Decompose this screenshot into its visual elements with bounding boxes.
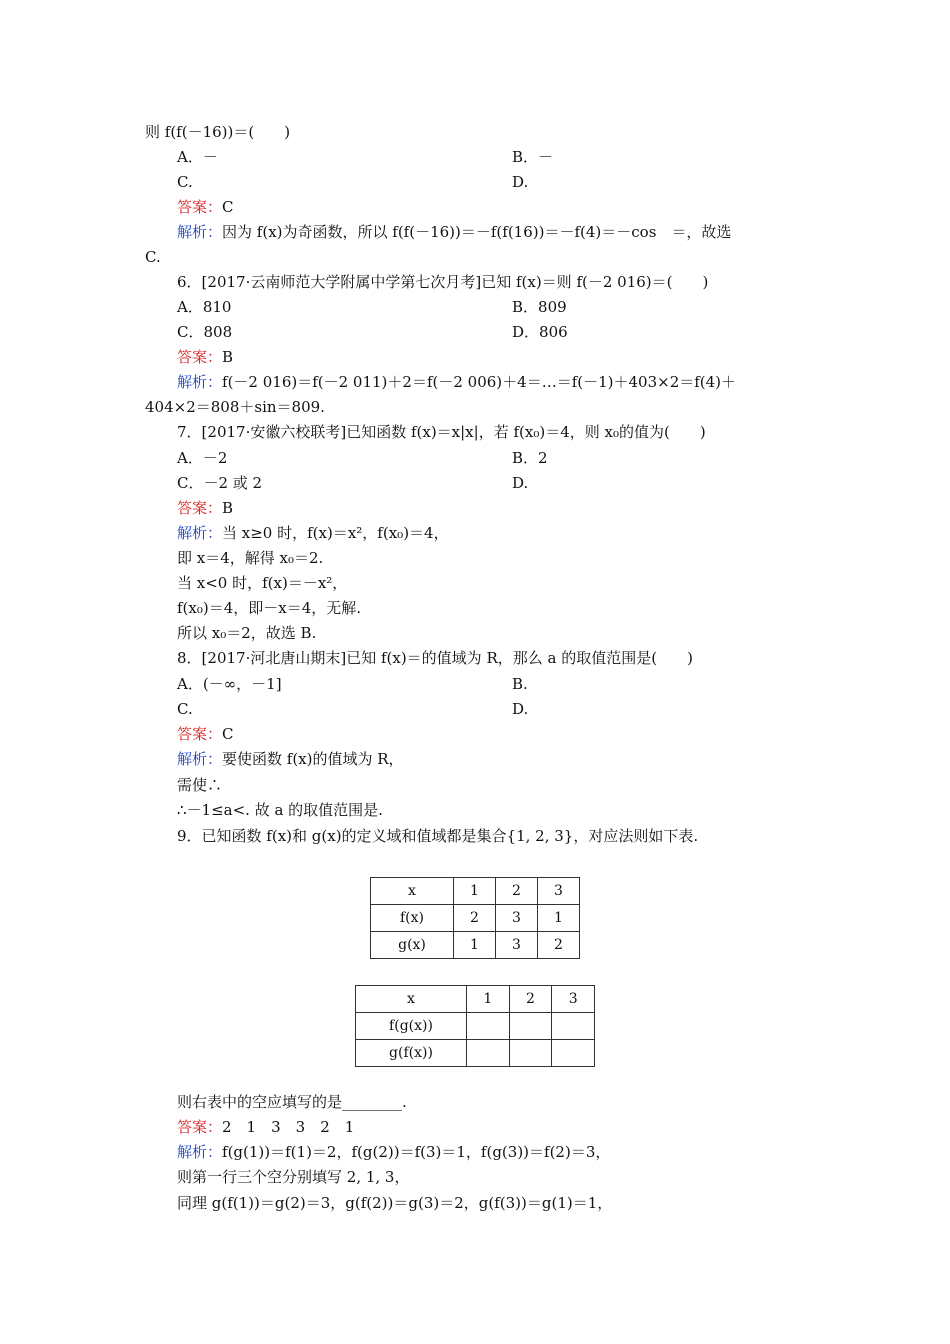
table-row xyxy=(371,932,580,959)
q7-stem: 7．[2017·安徽六校联考]已知函数 f(x)＝x|x|，若 f(x₀)＝4，则 x₀的值为( ) xyxy=(177,423,706,441)
answer-label: 答案： xyxy=(177,348,223,366)
q5-option-b: B．－ xyxy=(512,148,554,166)
q8-analysis xyxy=(177,749,404,769)
q8-analysis-line: 需使∴ xyxy=(177,776,223,794)
q6-answer xyxy=(177,347,233,367)
answer-value: C xyxy=(222,198,234,216)
table-cell: x xyxy=(371,878,454,905)
q5-option-c: C. xyxy=(177,173,193,191)
q5-analysis xyxy=(177,222,731,242)
q7-analysis-line: 所以 x₀＝2，故选 B. xyxy=(177,624,317,642)
q8-option-d: D. xyxy=(512,700,529,718)
blank-cell xyxy=(467,1013,510,1040)
table-cell: 1 xyxy=(538,905,580,932)
q5-analysis-cont: C. xyxy=(145,248,161,266)
q7-answer xyxy=(177,498,233,518)
q7-analysis-line: 当 x<0 时，f(x)＝－x²， xyxy=(177,574,348,592)
blank-cell xyxy=(467,1040,510,1067)
answer-value: C xyxy=(222,725,234,743)
q6-option-d: D．806 xyxy=(512,323,568,341)
q5-option-a: A．－ xyxy=(177,148,218,166)
table-row xyxy=(356,1040,595,1067)
table-cell: 3 xyxy=(496,932,538,959)
analysis-text: 因为 f(x)为奇函数，所以 f(f(－16))＝－f(f(16))＝－f(4)＝－cos ＝，故选 xyxy=(222,223,732,241)
q8-analysis-line: ∴－1≤a<. 故 a 的取值范围是. xyxy=(177,801,383,819)
q7-option-b: B．2 xyxy=(512,449,548,467)
table-cell: g(f(x)) xyxy=(356,1040,467,1067)
table-row xyxy=(356,1013,595,1040)
q9-answer xyxy=(177,1117,354,1137)
analysis-text: 当 x≥0 时，f(x)＝x²，f(x₀)＝4， xyxy=(222,524,449,542)
q7-option-d: D. xyxy=(512,474,529,492)
table-cell: 2 xyxy=(454,905,496,932)
q9-analysis xyxy=(177,1142,610,1162)
table-cell: f(g(x)) xyxy=(356,1013,467,1040)
q7-analysis xyxy=(177,523,449,543)
q8-answer xyxy=(177,724,234,744)
table-cell: 3 xyxy=(538,878,580,905)
analysis-label: 解析： xyxy=(177,223,223,241)
table-cell: 2 xyxy=(538,932,580,959)
analysis-text: 要使函数 f(x)的值域为 R， xyxy=(222,750,404,768)
q6-option-a: A．810 xyxy=(177,298,232,316)
table-cell: 3 xyxy=(496,905,538,932)
q6-analysis-cont: 404×2＝808＋sin＝809. xyxy=(145,398,325,416)
table-header-row xyxy=(371,878,580,905)
q9-stem: 9．已知函数 f(x)和 g(x)的定义域和值域都是集合{1, 2, 3}，对应法则如下表. xyxy=(177,827,699,845)
q5-answer xyxy=(177,197,234,217)
q5-option-d: D. xyxy=(512,173,529,191)
answer-value: 2 1 3 3 2 1 xyxy=(222,1118,355,1136)
table-cell: 2 xyxy=(496,878,538,905)
q8-option-b: B. xyxy=(512,675,528,693)
q7-option-c: C．－2 或 2 xyxy=(177,474,263,492)
answer-value: B xyxy=(222,348,234,366)
q8-option-c: C. xyxy=(177,700,193,718)
analysis-label: 解析： xyxy=(177,373,223,391)
blank-cell xyxy=(552,1013,595,1040)
table-cell: f(x) xyxy=(371,905,454,932)
blank-cell xyxy=(509,1013,552,1040)
blank-cell xyxy=(552,1040,595,1067)
blank-cell xyxy=(509,1040,552,1067)
q6-option-b: B．809 xyxy=(512,298,567,316)
mapping-table xyxy=(370,877,580,959)
table-cell: x xyxy=(356,986,467,1013)
table-cell: g(x) xyxy=(371,932,454,959)
table-cell: 3 xyxy=(552,986,595,1013)
analysis-text: f(－2 016)＝f(－2 011)＋2＝f(－2 006)＋4＝…＝f(－1)＋403×2＝f(4)＋ xyxy=(222,373,737,391)
q9-analysis-line: 同理 g(f(1))＝g(2)＝3，g(f(2))＝g(3)＝2，g(f(3))＝g(1)＝1， xyxy=(177,1194,613,1212)
q5-stem: 则 f(f(－16))＝( ) xyxy=(145,123,291,141)
q8-option-a: A．(－∞，－1] xyxy=(177,675,282,693)
table-row xyxy=(371,905,580,932)
answer-value: B xyxy=(222,499,234,517)
table-cell: 1 xyxy=(454,932,496,959)
q7-analysis-line: 即 x＝4，解得 x₀＝2. xyxy=(177,549,324,567)
table-header-row xyxy=(356,986,595,1013)
answer-label: 答案： xyxy=(177,1118,223,1136)
q9-fill-prompt: 则右表中的空应填写的是________. xyxy=(177,1093,407,1111)
composition-table xyxy=(355,985,595,1067)
q8-stem: 8．[2017·河北唐山期末]已知 f(x)＝的值域为 R，那么 a 的取值范围是( ) xyxy=(177,649,693,667)
table-cell: 1 xyxy=(454,878,496,905)
table-cell: 2 xyxy=(509,986,552,1013)
table-cell: 1 xyxy=(467,986,510,1013)
analysis-text: f(g(1))＝f(1)＝2，f(g(2))＝f(3)＝1，f(g(3))＝f(2)＝3， xyxy=(222,1143,611,1161)
q7-option-a: A．－2 xyxy=(177,449,228,467)
answer-label: 答案： xyxy=(177,198,223,216)
answer-label: 答案： xyxy=(177,499,223,517)
analysis-label: 解析： xyxy=(177,1143,223,1161)
analysis-label: 解析： xyxy=(177,524,223,542)
answer-label: 答案： xyxy=(177,725,223,743)
q6-analysis xyxy=(177,372,736,392)
q6-option-c: C．808 xyxy=(177,323,233,341)
q7-analysis-line: f(x₀)＝4，即－x＝4，无解. xyxy=(177,599,362,617)
analysis-label: 解析： xyxy=(177,750,223,768)
q6-stem: 6．[2017·云南师范大学附属中学第七次月考]已知 f(x)＝则 f(－2 016)＝( ) xyxy=(177,273,709,291)
q9-analysis-line: 则第一行三个空分别填写 2, 1, 3， xyxy=(177,1168,410,1186)
